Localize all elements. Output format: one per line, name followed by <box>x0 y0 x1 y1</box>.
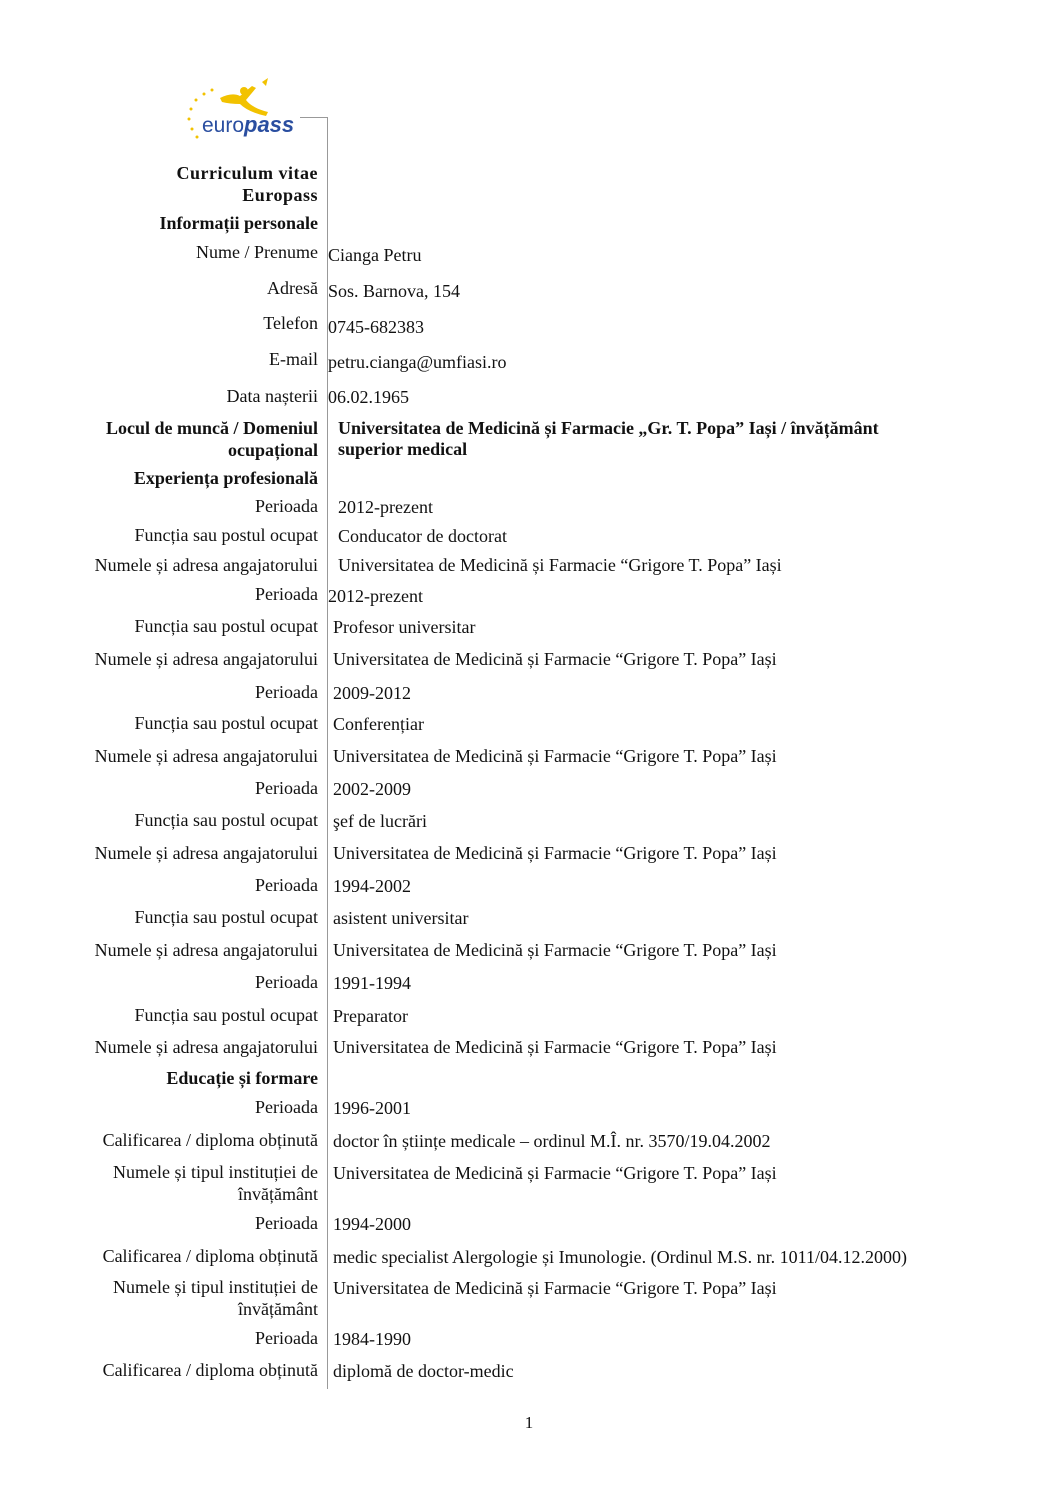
role-label: Funcția sau postul ocupat <box>134 1005 318 1025</box>
column-divider <box>327 117 328 1389</box>
period-label: Perioada <box>255 682 318 702</box>
field-value: 06.02.1965 <box>328 387 409 407</box>
employer-value: Universitatea de Medicină și Farmacie “Grigore T. Popa” Iași <box>333 649 777 669</box>
institution-label: învățământ <box>238 1299 318 1319</box>
role-label: Funcția sau postul ocupat <box>134 713 318 733</box>
europass-logo <box>182 78 307 144</box>
section-heading-education: Educație și formare <box>166 1068 318 1088</box>
period-value: 2012-prezent <box>338 497 433 517</box>
institution-label: Numele și tipul instituției de <box>113 1277 318 1297</box>
workplace-value: Universitatea de Medicină și Farmacie „Gr. T. Popa” Iași / învățământ <box>338 418 879 438</box>
period-label: Perioada <box>255 1328 318 1348</box>
role-label: Funcția sau postul ocupat <box>134 616 318 636</box>
qualification-label: Calificarea / diploma obținută <box>102 1130 318 1150</box>
section-heading-personal: Informații personale <box>159 213 318 233</box>
role-value: Profesor universitar <box>333 617 476 637</box>
field-label: E-mail <box>269 349 318 369</box>
field-value: Sos. Barnova, 154 <box>328 281 460 301</box>
qualification-label: Calificarea / diploma obținută <box>102 1360 318 1380</box>
field-label: Telefon <box>263 313 318 333</box>
role-label: Funcția sau postul ocupat <box>134 525 318 545</box>
role-value: asistent universitar <box>333 908 469 928</box>
employer-label: Numele și adresa angajatorului <box>94 1037 318 1057</box>
qualification-label: Calificarea / diploma obținută <box>102 1246 318 1266</box>
period-value: 2009-2012 <box>333 683 411 703</box>
role-label: Funcția sau postul ocupat <box>134 810 318 830</box>
workplace-value: superior medical <box>338 439 468 459</box>
employer-label: Numele și adresa angajatorului <box>94 843 318 863</box>
employer-value: Universitatea de Medicină și Farmacie “Grigore T. Popa” Iași <box>333 843 777 863</box>
period-label: Perioada <box>255 496 318 516</box>
page-number: 1 <box>524 1413 534 1432</box>
field-value: petru.cianga@umfiasi.ro <box>328 352 507 372</box>
svg-text:pass: pass <box>244 112 295 137</box>
period-value: 1994-2000 <box>333 1214 411 1234</box>
employer-label: Numele și adresa angajatorului <box>94 649 318 669</box>
role-label: Funcția sau postul ocupat <box>134 907 318 927</box>
field-value: Cianga Petru <box>328 245 422 265</box>
role-value: Conferențiar <box>333 714 424 734</box>
period-value: 2012-prezent <box>328 586 423 606</box>
svg-text:euro: euro <box>202 114 245 137</box>
institution-label: învățământ <box>238 1184 318 1204</box>
period-label: Perioada <box>255 972 318 992</box>
field-label: Adresă <box>267 278 318 298</box>
role-value: Conducator de doctorat <box>338 526 507 546</box>
period-label: Perioada <box>255 1213 318 1233</box>
employer-value: Universitatea de Medicină și Farmacie “Grigore T. Popa” Iași <box>333 1037 777 1057</box>
period-value: 2002-2009 <box>333 779 411 799</box>
institution-label: Numele și tipul instituției de <box>113 1162 318 1182</box>
qualification-value: doctor în științe medicale – ordinul M.Î. nr. 3570/19.04.2002 <box>333 1131 771 1151</box>
qualification-value: diplomă de doctor-medic <box>333 1361 514 1381</box>
institution-value: Universitatea de Medicină și Farmacie “Grigore T. Popa” Iași <box>333 1278 777 1298</box>
field-label: Nume / Prenume <box>196 242 318 262</box>
workplace-label: ocupațional <box>227 440 318 460</box>
qualification-value: medic specialist Alergologie și Imunologie. (Ordinul M.S. nr. 1011/04.12.2000) <box>333 1247 907 1267</box>
employer-label: Numele și adresa angajatorului <box>94 555 318 575</box>
period-label: Perioada <box>255 584 318 604</box>
period-value: 1991-1994 <box>333 973 411 993</box>
workplace-label: Locul de muncă / Domeniul <box>105 418 318 438</box>
period-value: 1996-2001 <box>333 1098 411 1118</box>
institution-value: Universitatea de Medicină și Farmacie “Grigore T. Popa” Iași <box>333 1163 777 1183</box>
period-label: Perioada <box>255 778 318 798</box>
role-value: Preparator <box>333 1006 408 1026</box>
field-value: 0745-682383 <box>328 317 424 337</box>
field-label: Data nașterii <box>226 386 318 406</box>
cv-subtitle: Europass <box>242 185 318 205</box>
period-label: Perioada <box>255 1097 318 1117</box>
employer-label: Numele și adresa angajatorului <box>94 746 318 766</box>
period-label: Perioada <box>255 875 318 895</box>
period-value: 1984-1990 <box>333 1329 411 1349</box>
cv-title: Curriculum vitae <box>176 163 318 183</box>
section-heading-experience: Experiența profesională <box>133 468 318 488</box>
employer-label: Numele și adresa angajatorului <box>94 940 318 960</box>
employer-value: Universitatea de Medicină și Farmacie “Grigore T. Popa” Iași <box>338 555 782 575</box>
role-value: şef de lucrări <box>333 811 427 831</box>
employer-value: Universitatea de Medicină și Farmacie “Grigore T. Popa” Iași <box>333 940 777 960</box>
employer-value: Universitatea de Medicină și Farmacie “Grigore T. Popa” Iași <box>333 746 777 766</box>
period-value: 1994-2002 <box>333 876 411 896</box>
header-divider <box>300 117 328 118</box>
